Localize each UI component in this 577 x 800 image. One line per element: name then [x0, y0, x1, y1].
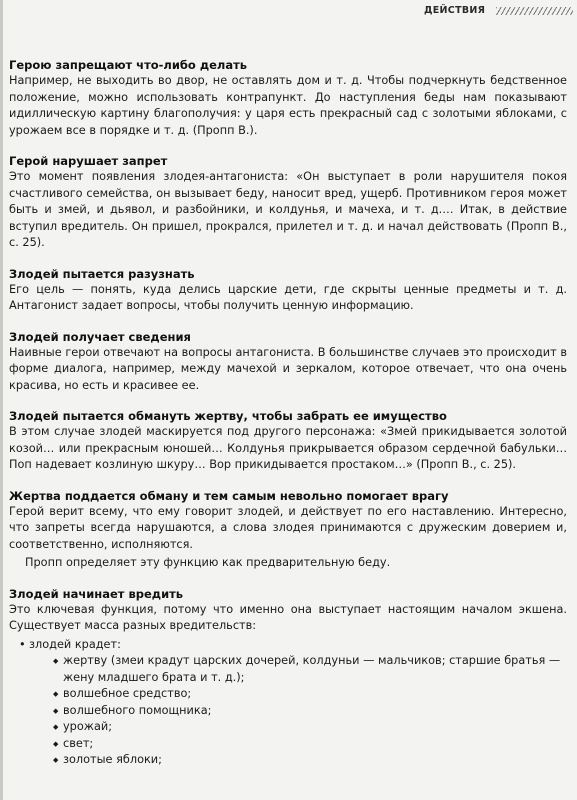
section-heading: Злодей начинает вредить [9, 586, 184, 601]
section [9, 153, 567, 252]
section-heading: Злодей получает сведения [9, 329, 191, 344]
sub-list-item: ◆ жертву (змеи крадут царских дочерей, колдуньи — мальчиков; старшие братья — жену младшего брата и т. д.); [53, 653, 567, 686]
section-heading: Жертва поддается обману и тем самым невольно помогает врагу [9, 488, 449, 503]
list-item-label: злодей крадет: [29, 637, 121, 651]
page-content [9, 57, 567, 783]
harm-list [9, 637, 567, 769]
section-harm [9, 586, 567, 769]
section [9, 329, 567, 395]
section-heading: Злодей пытается обмануть жертву, чтобы забрать ее имущество [9, 409, 447, 423]
sub-list-item: ◆ урожай; [53, 719, 567, 736]
section-body: Например, не выходить во двор, не оставлять дом и т. д. Чтобы подчеркнуть бедственное положение, можно использовать контрапункт. До наступления беды нам показывают идиллическую картину благополучия: у царя есть прекрасный сад с золотыми яблоками, с урожаем все в порядке и т. д. (Пропп В.). [9, 74, 567, 137]
section-body: Наивные герои отвечают на вопросы антагониста. В большинстве случаев это происходит в форме диалога, например, между мачехой и зеркалом, которое отвечает, что она очень красива, но есть и красивее ее. [9, 345, 567, 392]
sub-list-item: ◆ волшебное средство; [53, 686, 567, 703]
sub-list-item: ◆ свет; [53, 736, 567, 753]
section [9, 57, 567, 139]
page-gutter-shadow [0, 0, 3, 800]
section [9, 488, 567, 572]
section [9, 408, 567, 474]
section-extra-paragraph: Пропп определяет эту функцию как предварительную беду. [25, 556, 391, 569]
running-head-hatch-decoration [496, 7, 573, 15]
stolen-items-list [29, 653, 567, 769]
running-header [0, 4, 577, 18]
list-item [19, 637, 567, 769]
section-body: Это момент появления злодея-антагониста: «Он выступает в роли нарушителя покоя счастливого семейства, он вызывает беду, наносит вред, ущерб. Противником героя может быть и змей, и дьявол, и разбойники, и колдунья, и мачеха, и т. д.… Итак, в действие вступил вредитель. Он пришел, прокрался, прилетел и т. д. и начал действовать (Пропп В., с. 25). [9, 170, 567, 249]
sub-list-item: ◆ золотые яблоки; [53, 752, 567, 769]
running-head-title: ДЕЙСТВИЯ [424, 5, 486, 16]
sub-list-item: ◆ волшебного помощника; [53, 703, 567, 720]
section-body: Это ключевая функция, потому что именно она выступает настоящим началом экшена. Существует масса разных вредительств: [9, 602, 567, 632]
section-body: В этом случае злодей маскируется под другого персонажа: «Змей прикидывается золотой козой… или прекрасным юношей… Колдунья прикрывается образом сердечной бабульки… Поп надевает козлиную шкуру… Вор прикидывается простаком…» (Пропп В., с. 25). [9, 425, 567, 471]
section-heading: Герой нарушает запрет [9, 154, 168, 168]
section [9, 266, 567, 315]
section-body: Герой верит всему, что ему говорит злодей, и действует по его наставлению. Интересно, что запреты всегда нарушаются, а слова злодея принимаются с дружеским доверием и, соответственно, исполняются. [9, 504, 567, 551]
section-body: Его цель — понять, куда делись царские дети, где скрыты ценные предметы и т. д. Антагонист задает вопросы, чтобы получить ценную информацию. [9, 282, 567, 312]
section-heading: Злодей пытается разузнать [9, 266, 195, 281]
section-heading: Герою запрещают что-либо делать [9, 58, 248, 72]
